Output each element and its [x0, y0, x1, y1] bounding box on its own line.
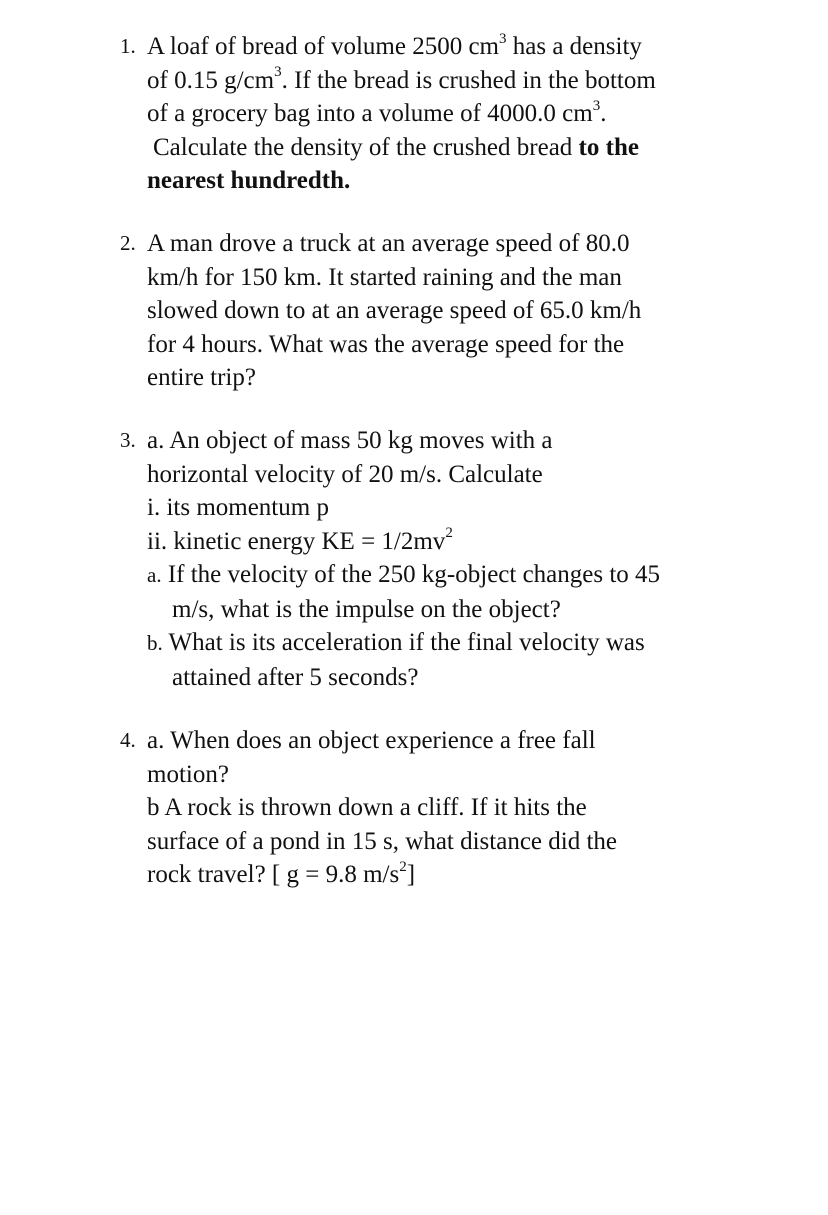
question-4	[120, 724, 780, 892]
text-line: i. its momentum p	[147, 494, 329, 521]
question-number: 1.	[120, 34, 136, 58]
text-line: m/s, what is the impulse on the object?	[172, 595, 561, 623]
text-line	[147, 164, 780, 198]
question-text	[147, 724, 780, 892]
text-line: of a grocery bag into a volume of 4000.0 $cm^3$.	[147, 97, 607, 127]
text-line: A loaf of bread of volume 2500 $cm^3$ has a density	[147, 30, 642, 60]
question-number: 4.	[120, 728, 136, 752]
sub-question-marker: b.	[147, 631, 163, 655]
text-line: slowed down to at an average speed of 65.0 km/h	[147, 297, 642, 324]
text-line: motion?	[147, 760, 229, 788]
text-line: ii. kinetic energy KE = $1/2mv^2$	[147, 525, 453, 555]
question-3	[120, 424, 780, 694]
text-line: horizontal velocity of 20 m/s. Calculate	[147, 460, 543, 488]
question-text	[147, 30, 780, 198]
question-2	[120, 227, 780, 395]
emphasis-text: nearest hundredth.	[147, 167, 351, 194]
sub-question-b: b. What is its acceleration if the final velocity was	[147, 629, 645, 656]
text-line: b A rock is thrown down a cliff. If it hits the	[147, 794, 587, 821]
question-number: 2.	[120, 231, 136, 255]
text-line: km/h for 150 km. It started raining and the man	[147, 263, 622, 291]
text-line: rock travel? [ g = 9.8 $m/s^2$]	[147, 858, 416, 888]
sub-question-a: a. If the velocity of the 250 kg-object changes to 45	[147, 561, 661, 588]
text-line: of 0.15 $g/cm^3$. If the bread is crushed in the bottom	[147, 64, 656, 94]
emphasis-text: to the	[578, 133, 639, 161]
text-line: Calculate the density of the crushed bread to the	[153, 133, 639, 161]
text-line: a. When does an object experience a free fall	[147, 727, 596, 754]
text-line: for 4 hours. What was the average speed for the	[147, 330, 625, 358]
text-line: attained after 5 seconds?	[172, 663, 419, 691]
text-line: A man drove a truck at an average speed of 80.0	[147, 230, 630, 257]
question-text	[147, 424, 780, 694]
text-line: entire trip?	[147, 364, 256, 391]
text-line: surface of a pond in 15 s, what distance did the	[147, 827, 618, 855]
question-text	[147, 227, 780, 395]
text-line: a. An object of mass 50 kg moves with a	[147, 427, 553, 454]
question-1	[120, 30, 780, 198]
sub-question-marker: a.	[147, 563, 162, 587]
question-number: 3.	[120, 428, 136, 452]
